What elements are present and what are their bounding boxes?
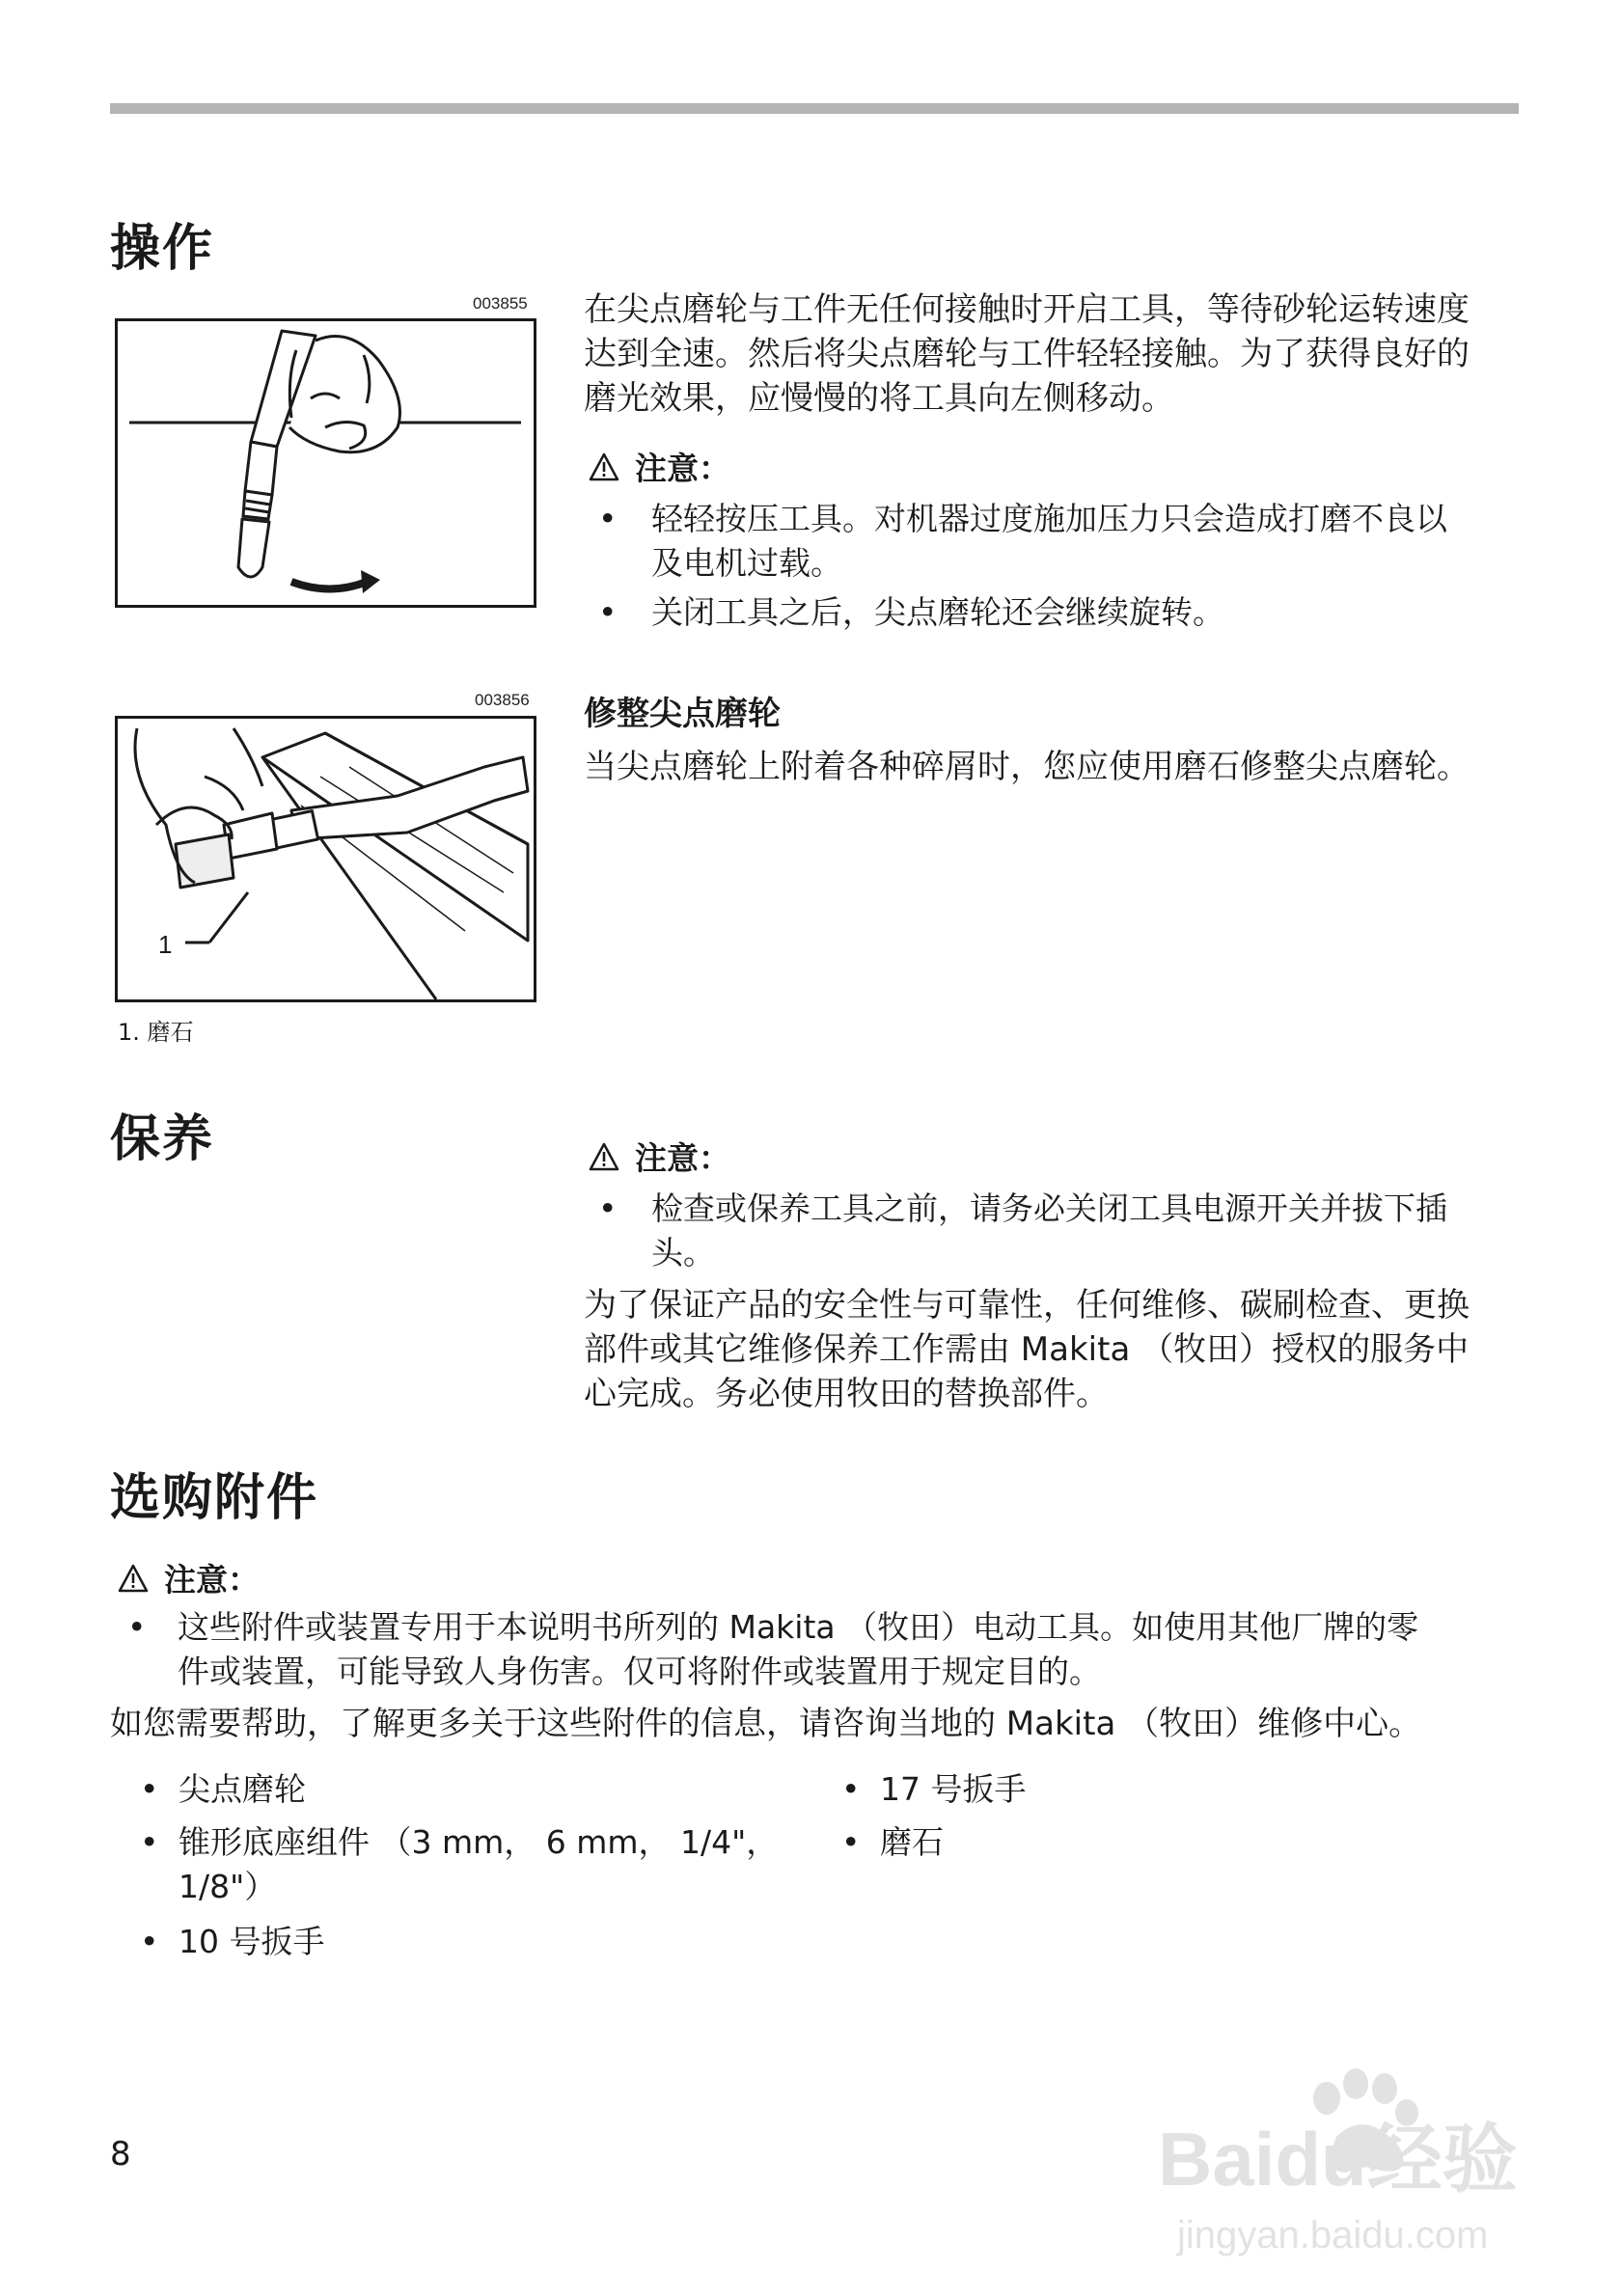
caution-heading-accessories	[118, 1555, 260, 1600]
bullet-line: 件或装置，可能导致人身伤害。仅可将附件或装置用于规定目的。	[178, 1653, 1101, 1690]
operation-intro-line: 磨光效果，应慢慢的将工具向左侧移动。	[584, 379, 1174, 418]
warning-triangle-icon	[118, 1564, 149, 1593]
bullet-dot: •	[598, 500, 618, 537]
bullet-line: 头。	[651, 1234, 715, 1271]
operation-bullet	[598, 590, 1525, 635]
accessories-bullet	[127, 1605, 1536, 1694]
maintenance-text	[584, 1283, 1539, 1416]
subsection-title-dressing: 修整尖点磨轮	[584, 695, 781, 733]
figure2-code: 003856	[475, 691, 530, 709]
caution-heading-operation	[589, 444, 730, 489]
page-number: 8	[110, 2135, 131, 2173]
operation-intro-line: 达到全速。然后将尖点磨轮与工件轻轻接触。为了获得良好的	[584, 335, 1470, 373]
baidu-paw-logo-icon	[1148, 2055, 1553, 2277]
dressing-stone-illustration	[118, 719, 534, 999]
accessory-item	[140, 1920, 796, 1964]
figure-dressing	[115, 716, 536, 1002]
figure2-caption: 1. 磨石	[118, 1019, 194, 1046]
bullet-line: 轻轻按压工具。对机器过度施加压力只会造成打磨不良以	[651, 500, 1447, 537]
caution-heading-maintenance	[589, 1134, 730, 1179]
accessory-line: 磨石	[880, 1823, 944, 1861]
accessory-line: 17 号扳手	[880, 1770, 1027, 1808]
bullet-dot: •	[841, 1770, 861, 1808]
bullet-dot: •	[127, 1608, 147, 1646]
accessory-line: 10 号扳手	[179, 1923, 325, 1960]
watermark-brand: Baidu经验	[1158, 2117, 1518, 2201]
bullet-dot: •	[140, 1923, 159, 1960]
operation-intro-line: 在尖点磨轮与工件无任何接触时开启工具，等待砂轮运转速度	[584, 290, 1470, 329]
caution-label: 注意：	[635, 1139, 730, 1177]
bullet-line: 检查或保养工具之前，请务必关闭工具电源开关并拔下插	[651, 1189, 1447, 1227]
accessory-item	[841, 1767, 1497, 1812]
maintenance-text-line: 部件或其它维修保养工作需由 Makita （牧田）授权的服务中	[584, 1330, 1470, 1369]
section-title-accessories: 选购附件	[110, 1469, 319, 1527]
section-title-operation: 操作	[110, 220, 215, 278]
accessory-line: 尖点磨轮	[179, 1770, 306, 1808]
accessory-item	[140, 1820, 796, 1909]
bullet-dot: •	[841, 1823, 861, 1861]
bullet-line: 这些附件或装置专用于本说明书所列的 Makita （牧田）电动工具。如使用其他厂牌的零	[178, 1608, 1419, 1646]
grinder-hand-illustration	[118, 321, 534, 605]
operation-intro	[584, 287, 1525, 421]
maintenance-text-line: 心完成。务必使用牧田的替换部件。	[584, 1375, 1109, 1413]
header-bar	[110, 103, 1519, 114]
bullet-dot: •	[140, 1770, 159, 1808]
bullet-dot: •	[598, 1189, 618, 1227]
accessory-item	[841, 1820, 1497, 1865]
dressing-text: 当尖点磨轮上附着各种碎屑时，您应使用磨石修整尖点磨轮。	[584, 748, 1470, 786]
figure1-code: 003855	[473, 294, 528, 313]
baidu-watermark	[1148, 2055, 1553, 2277]
bullet-dot: •	[598, 593, 618, 631]
accessory-line: 锥形底座组件 （3 mm， 6 mm， 1/4"，	[179, 1823, 779, 1861]
watermark-url: jingyan.baidu.com	[1177, 2214, 1489, 2256]
accessory-item	[140, 1767, 796, 1812]
warning-triangle-icon	[589, 452, 619, 481]
operation-bullet	[598, 497, 1525, 586]
section-title-maintenance: 保养	[110, 1110, 215, 1168]
figure-operation	[115, 318, 536, 608]
caution-label: 注意：	[164, 1561, 260, 1599]
bullet-dot: •	[140, 1823, 159, 1861]
maintenance-text-line: 为了保证产品的安全性与可靠性，任何维修、碳刷检查、更换	[584, 1286, 1470, 1325]
maintenance-bullet	[598, 1187, 1525, 1275]
warning-triangle-icon	[589, 1142, 619, 1171]
accessory-line: 1/8"）	[179, 1868, 277, 1905]
bullet-line: 关闭工具之后，尖点磨轮还会继续旋转。	[651, 593, 1224, 631]
caution-label: 注意：	[635, 450, 730, 487]
callout-number: 1	[158, 930, 173, 959]
bullet-line: 及电机过载。	[651, 544, 842, 582]
accessories-help-text: 如您需要帮助，了解更多关于这些附件的信息，请咨询当地的 Makita （牧田）维修中心。	[110, 1705, 1422, 1743]
